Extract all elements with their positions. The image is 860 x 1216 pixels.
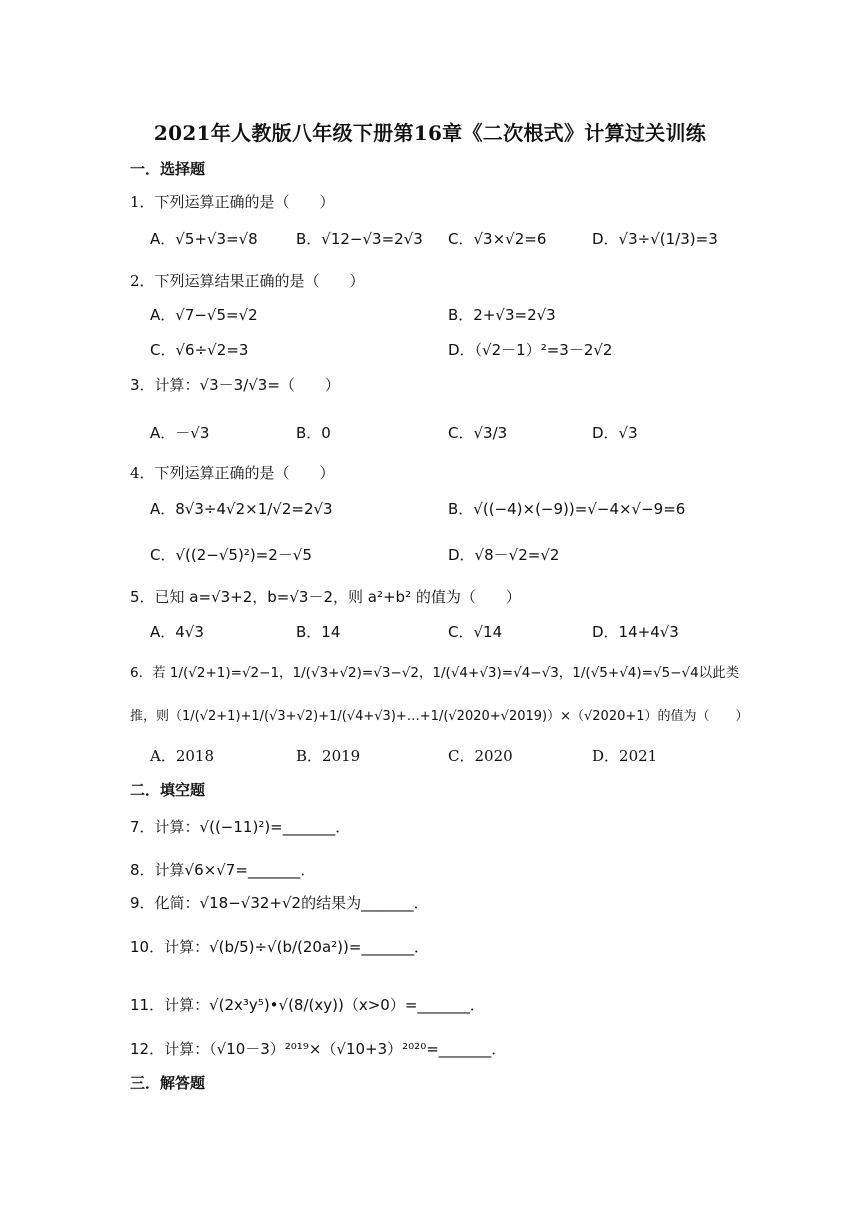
- question-10: 10．计算：√(b/5)÷√(b/(20a²))=_______．: [130, 938, 429, 956]
- q6-option-b: B．2019: [296, 747, 361, 765]
- question-9: 9．化简：√18−√32+√2的结果为_______．: [130, 894, 429, 912]
- question-2-stem: 2．下列运算结果正确的是（ ）: [130, 272, 365, 290]
- question-6-stem-line2: 推，则（1/(√2+1)+1/(√3+√2)+1/(√4+√3)+…+1/(√2020+√2019)）×（√2020+1）的值为（ ）: [130, 709, 749, 724]
- question-6-stem-line1: 6．若 1/(√2+1)=√2−1，1/(√3+√2)=√3−√2，1/(√4+√3)=√4−√3，1/(√5+√4)=√5−√4以此类: [130, 665, 740, 681]
- q1-option-a: A．√5+√3=√8: [150, 230, 258, 248]
- q3-option-b: B．0: [296, 424, 331, 442]
- q4-option-a: A．8√3÷4√2×1/√2=2√3: [150, 500, 333, 518]
- q1-option-b: B．√12−√3=2√3: [296, 230, 423, 248]
- question-1-stem: 1．下列运算正确的是（ ）: [130, 193, 335, 211]
- section-heading-choice: 一．选择题: [130, 160, 206, 178]
- q3-option-d: D．√3: [592, 424, 638, 442]
- section-heading-fill: 二．填空题: [130, 781, 206, 799]
- q5-option-d: D．14+4√3: [592, 623, 679, 641]
- q3-option-a: A．－√3: [150, 424, 210, 442]
- q5-option-c: C．√14: [448, 623, 503, 641]
- q5-option-a: A．4√3: [150, 623, 204, 641]
- question-11: 11．计算：√(2x³y⁵)•√(8/(xy))（x>0）=_______．: [130, 996, 485, 1014]
- q2-option-c: C．√6÷√2=3: [150, 341, 249, 359]
- q6-option-c: C．2020: [448, 747, 513, 765]
- q4-option-b: B．√((−4)×(−9))=√−4×√−9=6: [448, 500, 686, 518]
- question-5-stem: 5．已知 a=√3+2，b=√3－2，则 a²+b² 的值为（ ）: [130, 588, 521, 606]
- q1-option-d: D．√3÷√(1/3)=3: [592, 230, 718, 248]
- question-4-stem: 4．下列运算正确的是（ ）: [130, 464, 335, 482]
- question-7: 7．计算：√((−11)²)=_______．: [130, 818, 351, 836]
- q1-option-c: C．√3×√2=6: [448, 230, 547, 248]
- q4-option-d: D．√8－√2=√2: [448, 546, 560, 564]
- q2-option-d: D．（√2－1）²=3－2√2: [448, 341, 613, 359]
- q3-option-c: C．√3/3: [448, 424, 508, 442]
- q6-option-a: A．2018: [150, 747, 215, 765]
- q4-option-c: C．√((2−√5)²)=2－√5: [150, 546, 312, 564]
- q2-option-b: B．2+√3=2√3: [448, 306, 556, 324]
- section-heading-answer: 三．解答题: [130, 1074, 206, 1092]
- question-8: 8．计算√6×√7=_______．: [130, 861, 316, 879]
- question-12: 12．计算：（√10－3）²⁰¹⁹×（√10+3）²⁰²⁰=_______．: [130, 1040, 507, 1058]
- q6-option-d: D．2021: [592, 747, 658, 765]
- q5-option-b: B．14: [296, 623, 341, 641]
- question-3-stem: 3．计算：√3－3/√3=（ ）: [130, 376, 340, 394]
- page-title: 2021年人教版八年级下册第16章《二次根式》计算过关训练: [153, 121, 707, 145]
- q2-option-a: A．√7−√5=√2: [150, 306, 258, 324]
